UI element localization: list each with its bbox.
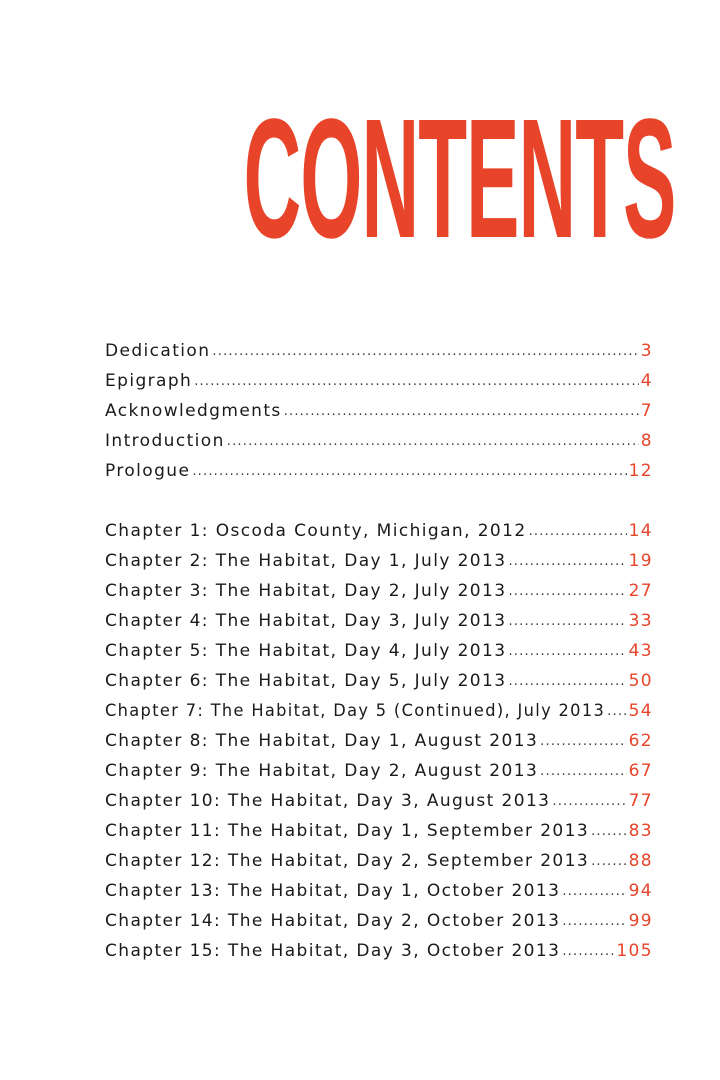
chapter-entry-label: Chapter 7: The Habitat, Day 5 (Continued), July 2013 [105,701,606,721]
chapter-entry-label: Chapter 6: The Habitat, Day 5, July 2013 [105,671,507,691]
chapter-entry-page-number: 50 [628,671,653,691]
chapter-entry-label: Chapter 8: The Habitat, Day 1, August 2013 [105,731,539,751]
dot-leader [591,847,627,877]
chapter-entry-label: Chapter 2: The Habitat, Day 1, July 2013 [105,551,507,571]
chapter-entry[interactable] [105,696,653,726]
chapter-entry[interactable] [105,816,653,846]
chapter-entry-label: Chapter 3: The Habitat, Day 2, July 2013 [105,581,507,601]
chapter-entry-label: Chapter 14: The Habitat, Day 2, October 2013 [105,911,561,931]
chapter-entry-label: Chapter 1: Oscoda County, Michigan, 2012 [105,521,527,541]
dot-leader [194,367,639,397]
front-matter-list [105,336,653,486]
chapter-list [105,516,653,966]
chapter-entry-page-number: 14 [628,521,653,541]
chapter-entry[interactable] [105,756,653,786]
chapter-entry-label: Chapter 12: The Habitat, Day 2, September 2013 [105,851,590,871]
toc-entry-label: Introduction [105,431,225,451]
dot-leader [552,787,626,817]
chapter-entry-page-number: 83 [628,821,653,841]
dot-leader [529,517,627,547]
chapter-entry-label: Chapter 5: The Habitat, Day 4, July 2013 [105,641,507,661]
chapter-entry-page-number: 19 [628,551,653,571]
chapter-entry[interactable] [105,516,653,546]
toc-entry-page-number: 12 [628,461,653,481]
toc-entry[interactable] [105,336,653,366]
chapter-entry-label: Chapter 4: The Habitat, Day 3, July 2013 [105,611,507,631]
toc-entry[interactable] [105,396,653,426]
toc-entry-label: Dedication [105,341,211,361]
dot-leader [540,757,626,787]
chapter-entry-page-number: 77 [628,791,653,811]
toc-entry-label: Prologue [105,461,191,481]
chapter-entry[interactable] [105,606,653,636]
chapter-entry[interactable] [105,576,653,606]
chapter-entry-page-number: 33 [628,611,653,631]
toc-entry-label: Epigraph [105,371,193,391]
toc-entry-page-number: 3 [640,341,653,361]
chapter-entry-page-number: 54 [628,701,653,721]
chapter-entry-page-number: 99 [628,911,653,931]
toc-entry-page-number: 8 [640,431,653,451]
dot-leader [508,607,626,637]
chapter-entry-page-number: 67 [628,761,653,781]
chapter-entry-label: Chapter 15: The Habitat, Day 3, October 2013 [105,941,561,961]
chapter-entry-label: Chapter 11: The Habitat, Day 1, September 2013 [105,821,590,841]
dot-leader [508,577,626,607]
dot-leader [227,427,639,457]
toc-entry[interactable] [105,426,653,456]
chapter-entry-page-number: 27 [628,581,653,601]
dot-leader [607,697,626,727]
dot-leader [284,397,639,427]
dot-leader [562,937,614,967]
dot-leader [192,457,626,487]
dot-leader [540,727,626,757]
chapter-entry-label: Chapter 10: The Habitat, Day 3, August 2013 [105,791,551,811]
dot-leader [591,817,627,847]
page-title [0,84,720,274]
page-title-text: CONTENTS [243,84,676,274]
chapter-entry[interactable] [105,936,653,966]
chapter-entry-page-number: 43 [628,641,653,661]
dot-leader [508,667,626,697]
dot-leader [562,877,626,907]
toc-entry-page-number: 7 [640,401,653,421]
chapter-entry[interactable] [105,636,653,666]
dot-leader [508,547,626,577]
chapter-entry[interactable] [105,876,653,906]
chapter-entry-label: Chapter 9: The Habitat, Day 2, August 2013 [105,761,539,781]
chapter-entry-label: Chapter 13: The Habitat, Day 1, October 2013 [105,881,561,901]
chapter-entry-page-number: 94 [628,881,653,901]
toc-entry-label: Acknowledgments [105,401,282,421]
dot-leader [212,337,638,367]
chapter-entry-page-number: 88 [628,851,653,871]
chapter-entry-page-number: 105 [616,941,653,961]
chapter-entry[interactable] [105,906,653,936]
toc-entry-page-number: 4 [640,371,653,391]
dot-leader [562,907,626,937]
chapter-entry[interactable] [105,846,653,876]
toc-entry[interactable] [105,366,653,396]
chapter-entry-page-number: 62 [628,731,653,751]
toc-entry[interactable] [105,456,653,486]
chapter-entry[interactable] [105,726,653,756]
chapter-entry[interactable] [105,546,653,576]
chapter-entry[interactable] [105,666,653,696]
dot-leader [508,637,626,667]
chapter-entry[interactable] [105,786,653,816]
